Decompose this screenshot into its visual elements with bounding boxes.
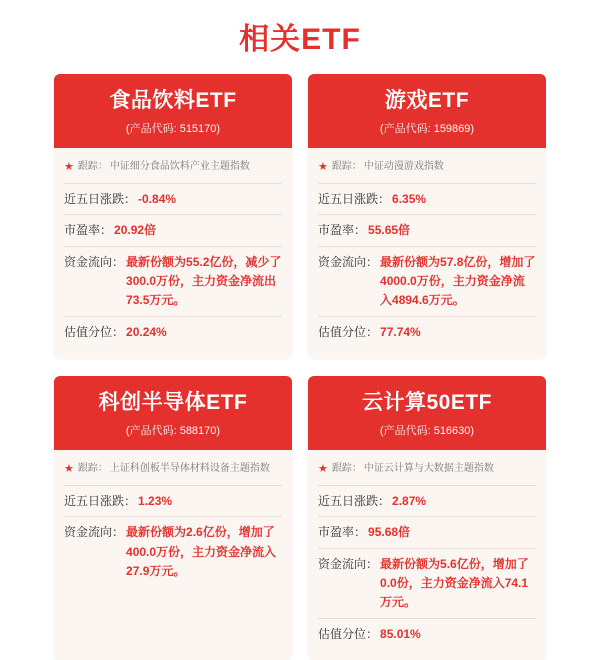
valuation-percentile-label: 估值分位：	[318, 627, 379, 642]
pe-ratio-label: 市盈率：	[318, 525, 367, 540]
tracking-index-value: 中证云计算与大数据主题指数	[363, 463, 494, 475]
etf-card[interactable]	[54, 376, 292, 660]
fund-flow-label: 资金流向：	[64, 525, 125, 540]
fund-flow-label: 资金流向：	[64, 254, 125, 269]
etf-card-header	[54, 74, 292, 148]
etf-card-body	[308, 148, 546, 358]
pe-ratio-value: 55.65倍	[368, 223, 411, 238]
fund-flow-value: 最新份额为5.6亿份，增加了0.0份，主力资金净流入74.1万元。	[380, 556, 529, 610]
star-icon: ★	[318, 463, 328, 476]
etf-card[interactable]	[308, 74, 546, 358]
pe-ratio-row	[64, 214, 282, 246]
etf-card-body	[54, 450, 292, 660]
fund-flow-label: 资金流向：	[318, 254, 379, 269]
tracking-index-label: 跟踪：	[77, 161, 108, 173]
tracking-index-row	[64, 459, 282, 485]
tracking-index-label: 跟踪：	[77, 463, 108, 475]
etf-card-body	[54, 148, 292, 358]
pe-ratio-row	[318, 214, 536, 246]
page-title: 相关ETF	[239, 23, 361, 56]
etf-name: 食品饮料ETF	[109, 89, 237, 112]
fund-flow-row	[64, 516, 282, 587]
pe-ratio-row	[318, 516, 536, 548]
valuation-percentile-value: 20.24%	[126, 325, 167, 340]
valuation-percentile-row	[64, 316, 282, 348]
etf-card-header	[308, 376, 546, 450]
five-day-change-row	[318, 485, 536, 517]
valuation-percentile-label: 估值分位：	[318, 325, 379, 340]
valuation-percentile-label: 估值分位：	[64, 325, 125, 340]
pe-ratio-value: 95.68倍	[368, 525, 411, 540]
star-icon: ★	[64, 161, 74, 174]
etf-name: 游戏ETF	[384, 89, 470, 112]
etf-name: 科创半导体ETF	[98, 391, 248, 415]
tracking-index-value: 中证细分食品饮料产业主题指数	[109, 161, 250, 173]
five-day-change-label: 近五日涨跌：	[64, 493, 137, 508]
tracking-index-label: 跟踪：	[331, 161, 362, 173]
valuation-percentile-row	[318, 618, 536, 650]
five-day-change-value: 1.23%	[138, 493, 173, 508]
five-day-change-label: 近五日涨跌：	[318, 493, 391, 508]
etf-card[interactable]	[54, 74, 292, 358]
five-day-change-label: 近五日涨跌：	[318, 191, 391, 206]
tracking-index-row	[64, 157, 282, 183]
pe-ratio-label: 市盈率：	[318, 223, 367, 238]
star-icon: ★	[318, 161, 328, 174]
five-day-change-label: 近五日涨跌：	[64, 191, 137, 206]
five-day-change-row	[64, 485, 282, 517]
five-day-change-value: -0.84%	[138, 191, 177, 206]
valuation-percentile-value: 85.01%	[380, 627, 421, 642]
fund-flow-label: 资金流向：	[318, 556, 379, 571]
fund-flow-row	[318, 548, 536, 619]
etf-product-code: (产品代码: 516630)	[379, 425, 475, 438]
tracking-index-value: 上证科创板半导体材料设备主题指数	[109, 463, 270, 475]
etf-product-code: (产品代码: 159869)	[379, 123, 475, 136]
etf-name: 云计算50ETF	[361, 391, 493, 415]
valuation-percentile-row	[318, 316, 536, 348]
five-day-change-value: 6.35%	[392, 191, 427, 206]
etf-card-grid	[0, 74, 600, 660]
etf-product-code: (产品代码: 588170)	[125, 425, 221, 438]
fund-flow-value: 最新份额为2.6亿份，增加了400.0万份，主力资金净流入27.9万元。	[126, 525, 277, 578]
pe-ratio-value: 20.92倍	[114, 223, 157, 238]
tracking-index-value: 中证动漫游戏指数	[363, 161, 444, 173]
etf-card-body	[308, 450, 546, 660]
fund-flow-row	[318, 246, 536, 317]
star-icon: ★	[64, 463, 74, 476]
five-day-change-row	[318, 183, 536, 215]
tracking-index-label: 跟踪：	[331, 463, 362, 475]
valuation-percentile-value: 77.74%	[380, 325, 421, 340]
fund-flow-row	[64, 246, 282, 317]
five-day-change-value: 2.87%	[392, 493, 427, 508]
tracking-index-row	[318, 459, 536, 485]
pe-ratio-label: 市盈率：	[64, 223, 113, 238]
etf-product-code: (产品代码: 515170)	[125, 123, 221, 136]
etf-card[interactable]	[308, 376, 546, 660]
etf-card-header	[54, 376, 292, 450]
five-day-change-row	[64, 183, 282, 215]
tracking-index-row	[318, 157, 536, 183]
fund-flow-value: 最新份额为55.2亿份，减少了300.0万份，主力资金净流出73.5万元。	[126, 254, 282, 308]
etf-card-header	[308, 74, 546, 148]
fund-flow-value: 最新份额为57.8亿份，增加了4000.0万份，主力资金净流入4894.6万元。	[380, 254, 536, 308]
